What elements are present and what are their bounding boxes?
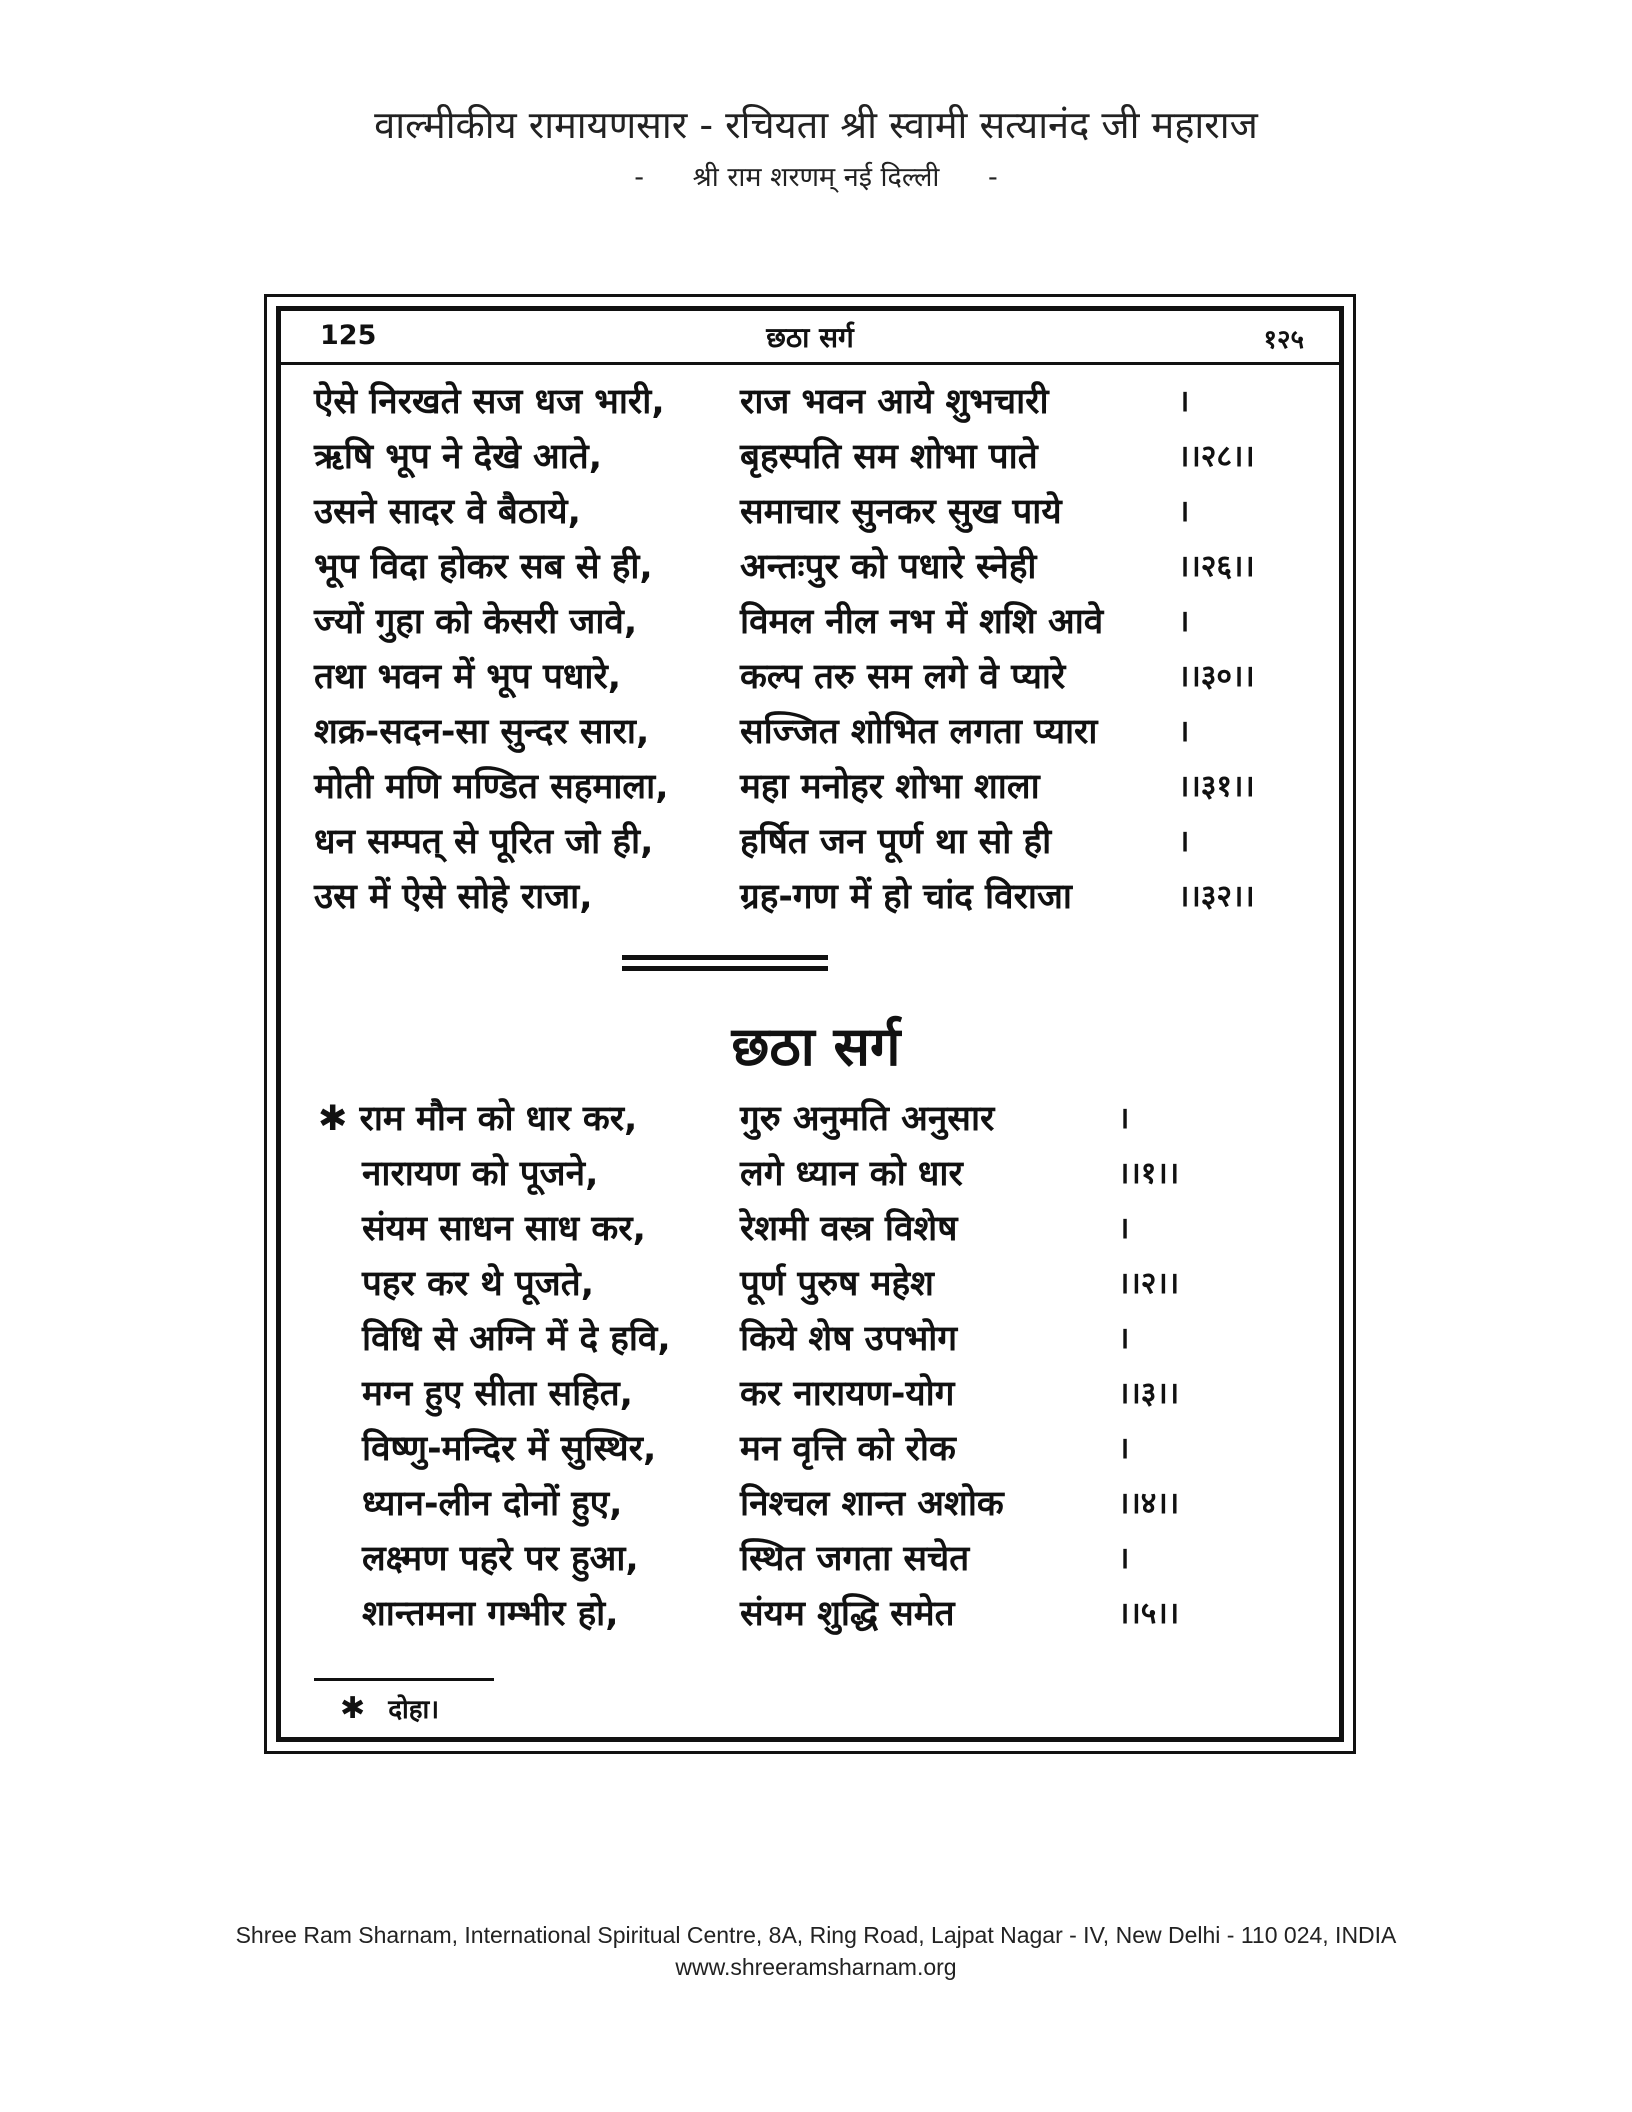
subtitle-dash-left: - [634,162,645,193]
section-separator-top [622,955,828,960]
verse-second-half: रेशमी वस्त्र विशेष [740,1209,958,1249]
verse-first-half: ध्यान-लीन दोनों हुए, [362,1484,623,1524]
verse-first-half: शान्तमना गम्भीर हो, [362,1594,619,1634]
verse-second-half: बृहस्पति सम शोभा पाते [740,437,1038,477]
verse-line [318,1147,1258,1201]
verse-line [318,1532,1258,1586]
verse-number: ।।३।। [1118,1376,1180,1411]
verse-line [314,760,1318,814]
subtitle-dash-right: - [987,162,998,193]
verse-number: ।।१।। [1118,1156,1180,1191]
verse-second-half: संयम शुद्धि समेत [740,1594,955,1634]
footnote-text: दोहा। [388,1695,440,1725]
verse-line [318,1202,1258,1256]
verse-line [318,1422,1258,1476]
verse-number: । [1178,714,1190,749]
verse-number: ।।४।। [1118,1486,1180,1521]
verse-second-half: ग्रह-गण में हो चांद विराजा [740,877,1072,917]
verse-first-half: शक्र-सदन-सा सुन्दर सारा, [314,712,650,752]
verse-number: । [1118,1101,1130,1136]
verse-number: । [1178,824,1190,859]
verse-second-half: मन वृत्ति को रोक [740,1429,956,1469]
verse-second-half: हर्षित जन पूर्ण था सो ही [740,822,1052,862]
verse-first-half: विधि से अग्नि में दे हवि, [362,1319,671,1359]
verse-first-half: ऐसे निरखते सज धज भारी, [314,382,665,422]
verse-second-half: गुरु अनुमति अनुसार [740,1099,995,1139]
section-separator-bottom [622,966,828,971]
verse-number: ।।२।। [1118,1266,1180,1301]
verse-line [318,1367,1258,1421]
verse-number: । [1178,604,1190,639]
verse-first-half: उसने सादर वे बैठाये, [314,492,581,532]
verse-second-half: निश्चल शान्त अशोक [740,1484,1004,1524]
verse-line [318,1312,1258,1366]
verse-first-half: उस में ऐसे सोहे राजा, [314,877,593,917]
chapter-title: छठा सर्ग [766,321,854,354]
verse-second-half: स्थित जगता सचेत [740,1539,970,1579]
verse-line [318,1587,1258,1641]
verse-line [318,1257,1258,1311]
verse-first-half: विष्णु-मन्दिर में सुस्थिर, [362,1429,657,1469]
verse-number: । [1118,1541,1130,1576]
verse-first-half: ✱ राम मौन को धार कर, [318,1099,638,1139]
verse-first-half: नारायण को पूजने, [362,1154,599,1194]
footer-address: Shree Ram Sharnam, International Spiritual Centre, 8A, Ring Road, Lajpat Nagar - IV, New Delhi - 110 024, INDIA [235,1922,1397,1948]
verse-first-half: धन सम्पत् से पूरित जो ही, [314,822,654,862]
subtitle-text: श्री राम शरणम् नई दिल्ली [692,162,940,193]
verse-second-half: कर नारायण-योग [740,1374,955,1414]
verse-first-half: संयम साधन साध कर, [362,1209,646,1249]
footer-website: www.shreeramsharnam.org [675,1954,957,1980]
verse-number: । [1178,384,1190,419]
verse-number: ।।३१।। [1178,769,1255,804]
asterisk-icon: ✱ [340,1691,366,1726]
verse-second-half: समाचार सुनकर सुख पाये [740,492,1062,532]
verse-line [314,430,1318,484]
verse-number: । [1118,1321,1130,1356]
page-header [276,314,1344,364]
verse-first-half: भूप विदा होकर सब से ही, [314,547,653,587]
verse-line [314,375,1318,429]
verse-second-half: राज भवन आये शुभचारी [740,382,1049,422]
header-rule [276,362,1344,365]
document-subtitle [0,160,1632,196]
verse-first-half: मग्न हुए सीता सहित, [362,1374,633,1414]
verse-number: ।।३०।। [1178,659,1255,694]
section-title: छठा सर्ग [731,1015,901,1078]
verse-first-half: ऋषि भूप ने देखे आते, [314,437,603,477]
verse-second-half: महा मनोहर शोभा शाला [740,767,1040,807]
verse-first-half: तथा भवन में भूप पधारे, [314,657,622,697]
verse-number: ।।२६।। [1178,549,1255,584]
footnote-rule [314,1678,494,1681]
verse-line [314,705,1318,759]
verse-first-half: पहर कर थे पूजते, [362,1264,594,1304]
verse-line [314,650,1318,704]
verse-number: ।।५।। [1118,1596,1180,1631]
verse-line [318,1092,1258,1146]
verse-number: । [1118,1211,1130,1246]
verse-second-half: किये शेष उपभोग [740,1319,958,1359]
verse-line [314,540,1318,594]
page-number-latin: 125 [320,320,377,351]
verse-second-half: सज्जित शोभित लगता प्यारा [740,712,1098,752]
verse-second-half: विमल नील नभ में शशि आवे [740,602,1104,642]
verse-line [318,1477,1258,1531]
verse-number: ।।३२।। [1178,879,1255,914]
verse-number: । [1118,1431,1130,1466]
verse-number: ।।२८।। [1178,439,1255,474]
verse-first-half: ज्यों गुहा को केसरी जावे, [314,602,638,642]
page-number-devanagari: १२५ [1263,325,1304,355]
verse-second-half: पूर्ण पुरुष महेश [740,1264,934,1304]
verse-second-half: कल्प तरु सम लगे वे प्यारे [740,657,1066,697]
verse-line [314,870,1318,924]
document-title: वाल्मीकीय रामायणसार - रचियता श्री स्वामी सत्यानंद जी महाराज [374,103,1258,147]
verse-second-half: लगे ध्यान को धार [740,1154,963,1194]
verse-line [314,485,1318,539]
footnote [340,1690,439,1726]
verse-line [314,595,1318,649]
verse-second-half: अन्तःपुर को पधारे स्नेही [740,547,1037,587]
verse-first-half: लक्ष्मण पहरे पर हुआ, [362,1539,639,1579]
verse-number: । [1178,494,1190,529]
verse-first-half: मोती मणि मण्डित सहमाला, [314,767,669,807]
verse-line [314,815,1318,869]
